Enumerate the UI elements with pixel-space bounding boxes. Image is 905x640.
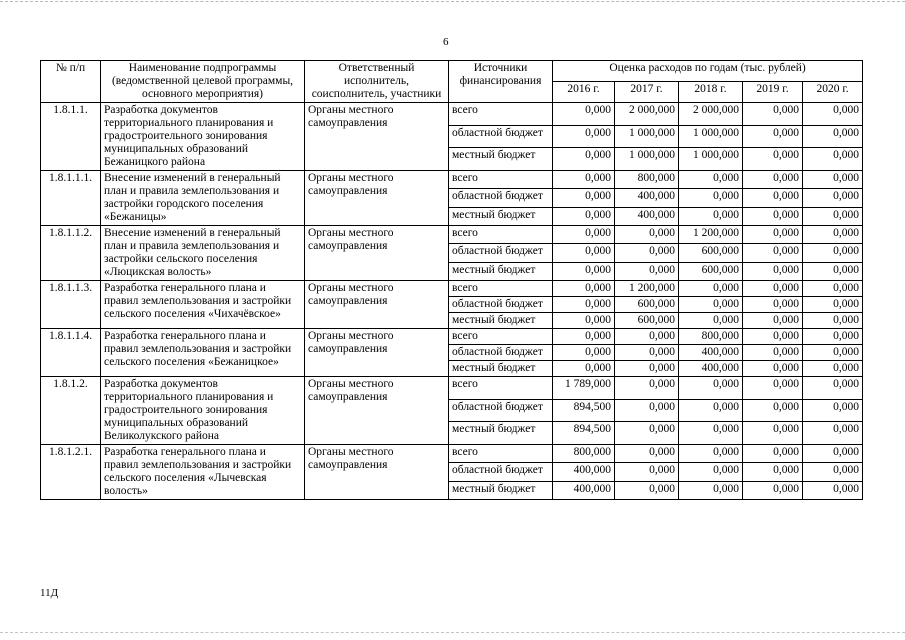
row-source: местный бюджет [449, 313, 553, 329]
row-executor: Органы местного самоуправления [305, 226, 449, 281]
row-source: областной бюджет [449, 244, 553, 262]
row-executor: Органы местного самоуправления [305, 281, 449, 329]
row-value: 600,000 [615, 297, 679, 313]
row-executor: Органы местного самоуправления [305, 445, 449, 500]
row-value: 0,000 [679, 463, 743, 481]
row-value: 0,000 [615, 463, 679, 481]
row-source: всего [449, 329, 553, 345]
row-value: 0,000 [743, 148, 803, 171]
row-source: местный бюджет [449, 422, 553, 445]
scan-edge-bottom [0, 632, 905, 633]
row-value: 0,000 [803, 481, 863, 499]
header-estimate: Оценка расходов по годам (тыс. рублей) [553, 61, 863, 82]
row-value: 0,000 [803, 313, 863, 329]
row-executor: Органы местного самоуправления [305, 329, 449, 377]
row-name: Разработка документов территориального планирования и градостроительного зонирования муниципальных образований Великолукского района [101, 377, 305, 445]
row-value: 0,000 [553, 345, 615, 361]
row-value: 0,000 [615, 377, 679, 400]
row-value: 0,000 [743, 244, 803, 262]
row-value: 0,000 [615, 262, 679, 280]
row-value: 0,000 [803, 244, 863, 262]
row-value: 400,000 [615, 189, 679, 207]
row-value: 0,000 [679, 281, 743, 297]
row-code: 1.8.1.1.1. [41, 171, 101, 226]
row-value: 0,000 [553, 103, 615, 126]
row-value: 0,000 [743, 171, 803, 189]
row-executor: Органы местного самоуправления [305, 171, 449, 226]
row-value: 0,000 [743, 422, 803, 445]
row-name: Внесение изменений в генеральный план и правила землепользования и застройки сельского поселения «Люцикская волость» [101, 226, 305, 281]
page-number: 6 [443, 36, 449, 48]
row-value: 0,000 [553, 226, 615, 244]
row-name: Разработка документов территориального планирования и градостроительного зонирования муниципальных образований Бежаницкого района [101, 103, 305, 171]
footer-code: 11Д [40, 587, 59, 599]
row-value: 800,000 [679, 329, 743, 345]
header-sources: Источники финансирования [449, 61, 553, 103]
row-value: 0,000 [803, 125, 863, 148]
row-value: 0,000 [803, 463, 863, 481]
table-row [41, 329, 863, 345]
row-value: 0,000 [743, 445, 803, 463]
row-value: 0,000 [803, 281, 863, 297]
row-code: 1.8.1.1.2. [41, 226, 101, 281]
table-header [41, 61, 863, 103]
header-num: № п/п [41, 61, 101, 103]
row-value: 0,000 [743, 262, 803, 280]
row-value: 0,000 [615, 445, 679, 463]
row-value: 0,000 [743, 481, 803, 499]
row-value: 0,000 [743, 125, 803, 148]
row-value: 0,000 [803, 189, 863, 207]
row-source: областной бюджет [449, 463, 553, 481]
header-year: 2018 г. [679, 82, 743, 103]
row-value: 1 789,000 [553, 377, 615, 400]
row-value: 894,500 [553, 422, 615, 445]
row-value: 1 200,000 [615, 281, 679, 297]
row-value: 0,000 [553, 244, 615, 262]
row-source: всего [449, 226, 553, 244]
table-row [41, 226, 863, 244]
row-source: всего [449, 377, 553, 400]
row-value: 0,000 [553, 171, 615, 189]
row-value: 0,000 [615, 244, 679, 262]
row-value: 0,000 [803, 361, 863, 377]
row-source: областной бюджет [449, 189, 553, 207]
row-value: 2 000,000 [679, 103, 743, 126]
row-source: областной бюджет [449, 345, 553, 361]
row-code: 1.8.1.1. [41, 103, 101, 171]
row-value: 0,000 [803, 148, 863, 171]
row-value: 0,000 [803, 345, 863, 361]
row-value: 0,000 [743, 399, 803, 422]
row-source: областной бюджет [449, 399, 553, 422]
header-executor: Ответственный исполнитель, соисполнитель, участники [305, 61, 449, 103]
row-value: 1 000,000 [615, 125, 679, 148]
row-code: 1.8.1.1.3. [41, 281, 101, 329]
row-value: 0,000 [679, 171, 743, 189]
row-value: 0,000 [803, 103, 863, 126]
row-name: Разработка генерального плана и правил землепользования и застройки сельского поселения «Лычевская волость» [101, 445, 305, 500]
row-value: 0,000 [553, 281, 615, 297]
row-value: 0,000 [743, 226, 803, 244]
row-value: 0,000 [743, 361, 803, 377]
row-source: всего [449, 103, 553, 126]
row-value: 0,000 [803, 329, 863, 345]
row-value: 0,000 [553, 125, 615, 148]
row-source: областной бюджет [449, 125, 553, 148]
row-value: 0,000 [743, 207, 803, 225]
row-value: 0,000 [615, 422, 679, 445]
row-value: 1 000,000 [679, 125, 743, 148]
row-code: 1.8.1.2. [41, 377, 101, 445]
row-value: 600,000 [615, 313, 679, 329]
row-value: 0,000 [553, 361, 615, 377]
row-source: местный бюджет [449, 148, 553, 171]
row-value: 0,000 [743, 281, 803, 297]
row-value: 0,000 [679, 481, 743, 499]
row-value: 400,000 [679, 361, 743, 377]
row-value: 0,000 [803, 171, 863, 189]
row-value: 1 000,000 [679, 148, 743, 171]
row-value: 0,000 [743, 297, 803, 313]
row-value: 0,000 [679, 422, 743, 445]
table-row [41, 377, 863, 400]
row-value: 400,000 [553, 463, 615, 481]
table-row [41, 171, 863, 189]
row-value: 800,000 [615, 171, 679, 189]
row-value: 2 000,000 [615, 103, 679, 126]
scan-edge-top [0, 1, 905, 2]
row-source: местный бюджет [449, 481, 553, 499]
row-value: 0,000 [803, 297, 863, 313]
header-name: Наименование подпрограммы (ведомственной целевой программы, основного мероприятия) [101, 61, 305, 103]
row-code: 1.8.1.1.4. [41, 329, 101, 377]
row-executor: Органы местного самоуправления [305, 377, 449, 445]
row-value: 0,000 [803, 226, 863, 244]
row-value: 0,000 [679, 445, 743, 463]
row-name: Внесение изменений в генеральный план и правила землепользования и застройки городского поселения «Бежаницы» [101, 171, 305, 226]
row-value: 400,000 [679, 345, 743, 361]
row-source: местный бюджет [449, 262, 553, 280]
table-row [41, 445, 863, 463]
row-source: местный бюджет [449, 207, 553, 225]
row-value: 400,000 [553, 481, 615, 499]
row-source: всего [449, 171, 553, 189]
row-value: 0,000 [553, 148, 615, 171]
row-value: 600,000 [679, 262, 743, 280]
row-value: 0,000 [615, 481, 679, 499]
row-value: 400,000 [615, 207, 679, 225]
table-row [41, 281, 863, 297]
row-value: 800,000 [553, 445, 615, 463]
row-value: 0,000 [803, 207, 863, 225]
row-value: 1 000,000 [615, 148, 679, 171]
header-year: 2019 г. [743, 82, 803, 103]
row-value: 894,500 [553, 399, 615, 422]
row-value: 0,000 [615, 329, 679, 345]
row-value: 0,000 [743, 313, 803, 329]
row-value: 0,000 [743, 329, 803, 345]
row-value: 0,000 [743, 377, 803, 400]
row-value: 0,000 [679, 189, 743, 207]
row-value: 0,000 [743, 189, 803, 207]
row-source: местный бюджет [449, 361, 553, 377]
row-value: 0,000 [615, 399, 679, 422]
row-value: 1 200,000 [679, 226, 743, 244]
row-value: 0,000 [615, 361, 679, 377]
row-name: Разработка генерального плана и правил землепользования и застройки сельского поселения «Чихачёвское» [101, 281, 305, 329]
row-source: всего [449, 281, 553, 297]
row-code: 1.8.1.2.1. [41, 445, 101, 500]
budget-table [40, 60, 863, 500]
row-value: 0,000 [679, 207, 743, 225]
table-row [41, 103, 863, 126]
row-value: 0,000 [553, 189, 615, 207]
header-year: 2017 г. [615, 82, 679, 103]
row-value: 0,000 [743, 345, 803, 361]
row-name: Разработка генерального плана и правил землепользования и застройки сельского поселения «Бежаницкое» [101, 329, 305, 377]
table-body [41, 103, 863, 500]
row-value: 0,000 [615, 226, 679, 244]
row-value: 0,000 [803, 445, 863, 463]
row-value: 0,000 [679, 399, 743, 422]
row-value: 0,000 [679, 377, 743, 400]
row-value: 0,000 [553, 207, 615, 225]
row-value: 0,000 [803, 377, 863, 400]
header-year: 2016 г. [553, 82, 615, 103]
row-value: 0,000 [803, 262, 863, 280]
row-value: 0,000 [743, 103, 803, 126]
row-value: 0,000 [553, 262, 615, 280]
row-value: 0,000 [803, 399, 863, 422]
row-value: 0,000 [553, 329, 615, 345]
row-value: 0,000 [553, 297, 615, 313]
row-value: 0,000 [679, 313, 743, 329]
row-source: областной бюджет [449, 297, 553, 313]
row-value: 0,000 [679, 297, 743, 313]
row-value: 0,000 [803, 422, 863, 445]
row-value: 0,000 [615, 345, 679, 361]
header-year: 2020 г. [803, 82, 863, 103]
row-source: всего [449, 445, 553, 463]
row-value: 0,000 [743, 463, 803, 481]
row-value: 0,000 [553, 313, 615, 329]
row-value: 600,000 [679, 244, 743, 262]
row-executor: Органы местного самоуправления [305, 103, 449, 171]
